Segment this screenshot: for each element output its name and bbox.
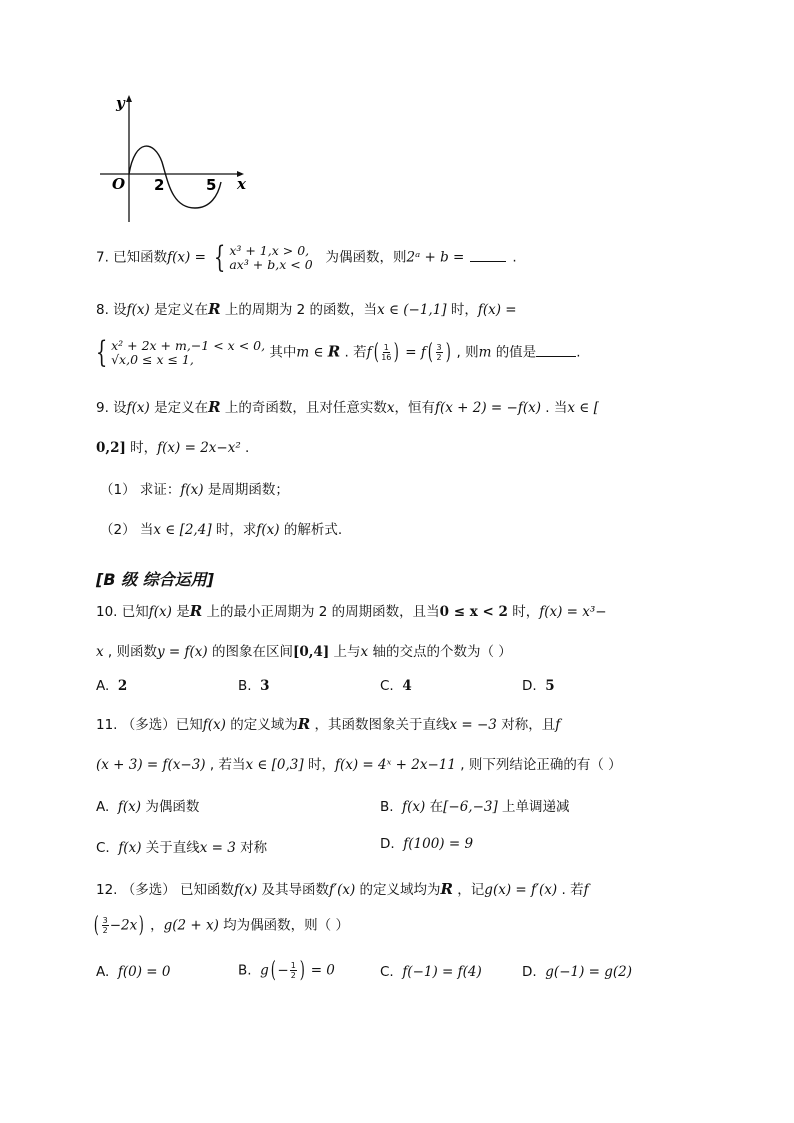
- q11-R: R: [297, 715, 311, 733]
- q7-case-1: x³ + 1,x > 0,: [229, 242, 310, 258]
- q8-R-2: R: [327, 342, 341, 361]
- q10-option-b-value: 3: [260, 678, 270, 694]
- q10-line1-c: 上的最小正周期为 2 的周期函数，且当: [206, 604, 440, 620]
- q12-line2-a: ，: [150, 917, 164, 934]
- q12-option-d-label: D.: [522, 964, 537, 980]
- graph-y-label: y: [116, 94, 125, 112]
- q12-option-a-label: A.: [96, 964, 110, 980]
- q12-option-c[interactable]: [380, 964, 482, 980]
- q8-fx-1: f(x): [126, 302, 150, 318]
- q12-fpx: f′(x): [329, 882, 356, 898]
- q7-brace-icon: {: [214, 240, 226, 275]
- q10-interval: [0,4]: [292, 644, 330, 660]
- left-paren-icon: (: [93, 913, 99, 938]
- q11-option-c-fx: f(x): [118, 840, 142, 856]
- q10-option-b-label: B.: [238, 678, 252, 694]
- question-10-line-2: [96, 640, 512, 660]
- q7-fx: f(x) =: [167, 249, 206, 266]
- q12-option-a-eq: f(0) = 0: [117, 964, 171, 980]
- q10-option-d[interactable]: [522, 678, 555, 694]
- q9-line1-a: 9. 设: [96, 400, 127, 416]
- q11-option-c-text-b: 对称: [240, 840, 268, 856]
- q9-p2-interval: x ∈ [2,4]: [153, 522, 212, 538]
- q9-line1-c: 上的奇函数，且对任意实数: [224, 400, 387, 416]
- q11-option-c-label: C.: [96, 840, 110, 856]
- q10-eq: f(x) = x³−: [539, 604, 607, 620]
- right-paren-icon: ): [299, 958, 305, 983]
- q8-frac-1: [381, 343, 391, 362]
- q7-end: .: [512, 249, 517, 266]
- q10-option-b[interactable]: [238, 678, 270, 694]
- question-9-part-2: [100, 518, 342, 538]
- q12-option-c-label: C.: [380, 964, 394, 980]
- q10-line1-b: 是: [176, 604, 190, 620]
- q12-option-b-neg: −: [277, 962, 289, 979]
- q7-piecewise: [210, 240, 312, 275]
- q10-option-a-value: 2: [117, 678, 128, 694]
- q11-option-c-axis: x = 3: [199, 840, 236, 856]
- graph-tick-5: 5: [206, 176, 217, 194]
- q7-case-2: ax³ + b,x < 0: [229, 256, 313, 272]
- q10-y-eq: y = f(x): [157, 644, 208, 660]
- q7-text-b: 为偶函数，则: [325, 249, 407, 266]
- q11-option-b-label: B.: [380, 799, 394, 815]
- q9-line1-b: 是定义在: [154, 400, 209, 416]
- q12-fx: f(x): [234, 882, 258, 898]
- right-paren-icon: ): [138, 913, 145, 938]
- q8-piecewise: [92, 335, 265, 370]
- q8-m: m: [478, 344, 492, 361]
- q11-line2-a: , 若当: [209, 757, 246, 773]
- q11-option-a-label: A.: [96, 799, 110, 815]
- question-7: [96, 240, 517, 275]
- q10-line1-d: 时，: [512, 604, 540, 620]
- q9-p2-num: （2）: [100, 522, 136, 538]
- q9-line2-end: .: [245, 440, 250, 456]
- q12-option-b-eq: = 0: [310, 962, 335, 979]
- q11-option-b[interactable]: [380, 795, 570, 815]
- q9-fx: f(x): [126, 400, 150, 416]
- question-9-part-1: [100, 478, 289, 498]
- q9-p1-text-a: 求证：: [139, 482, 181, 498]
- q11-fx: f(x): [202, 717, 226, 733]
- q11-option-d[interactable]: [380, 836, 473, 852]
- q9-p2-fx: f(x): [256, 522, 280, 538]
- q11-option-b-text-b: 上单调递减: [502, 799, 570, 815]
- q12-line1-e: . 若: [561, 882, 584, 898]
- q9-x: x: [386, 400, 395, 416]
- q9-p2-text-a: 当: [139, 522, 154, 538]
- q8-line1-c: 上的周期为 2 的函数，当: [224, 302, 378, 318]
- q12-frac-num: 3: [102, 916, 108, 925]
- q12-line1-c: 的定义域均为: [359, 882, 441, 898]
- q9-p2-text-b: 时，求: [215, 522, 257, 538]
- q12-g2: g(2 + x): [163, 917, 219, 934]
- q12-line2-expr: −2x: [109, 917, 138, 934]
- q8-eq-f: = f: [405, 344, 426, 361]
- q10-line2-a: , 则函数: [107, 644, 158, 660]
- question-12-line-2: [92, 913, 349, 938]
- q8-text-d: 的值是: [495, 344, 537, 361]
- q8-case-2: √x,0 ≤ x ≤ 1,: [111, 351, 194, 367]
- question-10-line-1: [96, 600, 607, 620]
- q12-option-b-den: 2: [290, 971, 296, 980]
- question-8-line-2: [92, 335, 580, 370]
- q10-fx: f(x): [148, 604, 172, 620]
- q12-option-d[interactable]: [522, 964, 632, 980]
- q12-option-b-frac: [290, 961, 297, 980]
- y-axis-arrow-icon: [126, 95, 132, 102]
- q9-p1-fx: f(x): [180, 482, 204, 498]
- question-11-line-2: [96, 753, 622, 773]
- q8-interval: x ∈ (−1,1]: [377, 302, 447, 318]
- q12-f-end: f: [583, 882, 589, 898]
- q9-p1-num: （1）: [100, 482, 136, 498]
- q9-line2-eq: f(x) = 2x−x²: [157, 440, 241, 456]
- q12-option-d-eq: g(−1) = g(2): [545, 964, 633, 980]
- q9-eq: f(x + 2) = −f(x): [435, 400, 541, 416]
- q12-option-b[interactable]: [238, 958, 335, 983]
- q8-fx-2: f(x) =: [477, 302, 517, 318]
- q11-option-d-label: D.: [380, 836, 395, 852]
- q8-brace-icon: {: [95, 335, 108, 370]
- q12-line1-b: 及其导函数: [261, 882, 330, 898]
- q12-option-a[interactable]: [96, 964, 171, 980]
- left-paren-icon: (: [270, 958, 276, 983]
- right-paren-icon: ): [394, 340, 400, 365]
- q12-option-c-eq: f(−1) = f(4): [402, 964, 482, 980]
- q11-option-c[interactable]: [96, 836, 267, 856]
- q11-line2-b: 时，: [307, 757, 335, 773]
- q11-option-d-eq: f(100) = 9: [403, 836, 474, 852]
- q9-line1-e: . 当: [545, 400, 568, 416]
- q10-line2-c: 上与: [333, 644, 361, 660]
- q8-line1-d: 时，: [450, 302, 478, 318]
- right-paren-icon: ): [445, 340, 451, 365]
- q12-frac: [102, 916, 109, 935]
- q11-line1-a: 11. （多选）已知: [96, 717, 203, 733]
- left-paren-icon: (: [373, 340, 379, 365]
- q9-line1-d: ，恒有: [394, 400, 436, 416]
- q11-def: f(x) = 4ˣ + 2x−11: [334, 757, 456, 773]
- q8-text-c: , 则: [456, 344, 479, 361]
- q10-option-c-label: C.: [380, 678, 394, 694]
- q9-R: R: [208, 398, 221, 416]
- q9-line2-interval: 0,2]: [96, 440, 126, 456]
- q7-expr: 2ᵃ + b =: [406, 249, 465, 266]
- question-9-line-1: [96, 396, 599, 416]
- q10-line2-x: x: [96, 644, 104, 660]
- graph-origin-label: O: [112, 175, 126, 193]
- q11-line1-d: 对称，且: [501, 717, 556, 733]
- left-paren-icon: (: [427, 340, 433, 365]
- q10-cond: 0 ≤ x < 2: [439, 604, 508, 620]
- q8-R: R: [208, 300, 221, 318]
- q12-line1-a: 12. （多选） 已知函数: [96, 882, 235, 898]
- q10-option-c-value: 4: [402, 678, 412, 694]
- q10-line2-d: 轴的交点的个数为（ ）: [372, 644, 512, 660]
- q11-option-c-text-a: 关于直线: [145, 840, 200, 856]
- q10-option-a-label: A.: [96, 678, 110, 694]
- q12-option-b-label: B.: [238, 962, 252, 979]
- q11-option-b-fx: f(x): [402, 799, 426, 815]
- q10-option-a[interactable]: [96, 678, 127, 694]
- q11-axis: x = −3: [449, 717, 497, 733]
- q9-x-in: x ∈ [: [567, 400, 599, 416]
- q11-line2-eq: (x + 3) = f(x−3): [96, 757, 206, 773]
- q12-line1-d: ，记: [457, 882, 485, 898]
- q8-case-1: x² + 2x + m,−1 < x < 0,: [111, 337, 266, 353]
- q11-line2-c: , 则下列结论正确的有（ ）: [460, 757, 622, 773]
- q8-m-in: m ∈: [296, 344, 324, 361]
- question-9-line-2: [96, 436, 249, 456]
- q8-answer-blank[interactable]: [536, 344, 576, 357]
- q9-line2-a: 时，: [130, 440, 158, 456]
- q10-option-d-label: D.: [522, 678, 537, 694]
- q11-option-b-text-a: 在: [429, 799, 444, 815]
- q8-frac1-num: 1: [383, 343, 389, 352]
- function-graph: [92, 92, 262, 227]
- q8-frac1-den: 16: [381, 353, 392, 362]
- q8-frac-2: [436, 343, 443, 362]
- q12-R: R: [440, 880, 453, 898]
- q10-line1-a: 10. 已知: [96, 604, 149, 620]
- q8-end: .: [576, 344, 581, 361]
- q11-f-end: f: [555, 717, 561, 733]
- q8-text-b: . 若: [344, 344, 367, 361]
- section-b-heading: [B 级 综合运用]: [96, 570, 214, 589]
- q8-frac2-den: 2: [436, 353, 442, 362]
- q8-f-open: f: [366, 344, 372, 361]
- q11-line1-c: ，其函数图象关于直线: [314, 717, 450, 733]
- q12-g-eq: g(x) = f′(x): [484, 882, 558, 898]
- q11-option-a-fx: f(x): [117, 799, 142, 815]
- q9-p1-text-b: 是周期函数；: [207, 482, 289, 498]
- q8-frac2-num: 3: [436, 343, 442, 352]
- q10-option-d-value: 5: [545, 678, 555, 694]
- q8-line1-b: 是定义在: [154, 302, 209, 318]
- q10-option-c[interactable]: [380, 678, 412, 694]
- q8-text-a: 其中: [269, 344, 297, 361]
- q11-option-a[interactable]: [96, 795, 199, 815]
- q11-interval: x ∈ [0,3]: [245, 757, 304, 773]
- graph-x-label: x: [237, 175, 246, 193]
- q7-text-a: 7. 已知函数: [96, 249, 168, 266]
- q8-line1-a: 8. 设: [96, 302, 127, 318]
- q11-option-b-interval: [−6,−3]: [443, 799, 498, 815]
- q10-x-axis: x: [360, 644, 369, 660]
- question-8-line-1: [96, 298, 517, 318]
- q12-option-b-g: g: [260, 962, 269, 979]
- q12-frac-den: 2: [102, 926, 108, 935]
- q7-answer-blank[interactable]: [470, 249, 506, 262]
- question-12-line-1: [96, 878, 589, 898]
- q11-option-a-text: 为偶函数: [145, 799, 200, 815]
- graph-tick-2: 2: [154, 176, 165, 194]
- q10-line2-b: 的图象在区间: [211, 644, 293, 660]
- q10-R: R: [189, 602, 203, 620]
- q12-option-b-num: 1: [290, 961, 296, 970]
- question-11-line-1: [96, 713, 560, 733]
- q11-line1-b: 的定义域为: [230, 717, 298, 733]
- q12-line2-b: 均为偶函数，则（ ）: [223, 917, 349, 934]
- q9-p2-text-c: 的解析式.: [283, 522, 343, 538]
